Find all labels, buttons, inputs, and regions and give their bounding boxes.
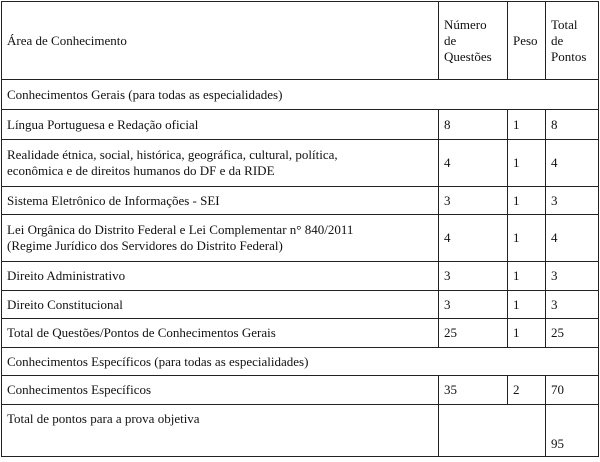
questoes-cell: 3 bbox=[439, 187, 508, 215]
section-title: Conhecimentos Específicos (para todas as especialidades) bbox=[2, 348, 599, 376]
pontos-cell: 25 bbox=[546, 319, 599, 348]
pontos-cell: 3 bbox=[546, 262, 599, 291]
area-cell: Direito Administrativo bbox=[2, 262, 439, 291]
area-cell: Total de Questões/Pontos de Conhecimentos Gerais bbox=[2, 319, 439, 348]
table-row bbox=[2, 262, 599, 291]
questoes-cell: 3 bbox=[439, 291, 508, 319]
table-row bbox=[2, 291, 599, 319]
peso-cell: 1 bbox=[508, 291, 546, 319]
table-row bbox=[2, 187, 599, 215]
header-pontos: Total de Pontos bbox=[546, 2, 599, 80]
table-row bbox=[2, 215, 599, 262]
subtotal-row bbox=[2, 319, 599, 348]
empty-cell bbox=[439, 405, 508, 457]
pontos-cell: 70 bbox=[546, 376, 599, 405]
total-label: Total de pontos para a prova objetiva bbox=[2, 405, 439, 457]
total-pontos: 95 bbox=[546, 405, 599, 457]
table-row bbox=[2, 376, 599, 405]
peso-cell: 1 bbox=[508, 215, 546, 262]
table-row bbox=[2, 140, 599, 187]
pontos-cell: 8 bbox=[546, 110, 599, 140]
peso-cell: 1 bbox=[508, 187, 546, 215]
area-cell: Conhecimentos Específicos bbox=[2, 376, 439, 405]
pontos-cell: 3 bbox=[546, 187, 599, 215]
header-questoes: Número de Questões bbox=[439, 2, 508, 80]
empty-cell bbox=[508, 405, 546, 457]
total-row bbox=[2, 405, 599, 457]
peso-cell: 1 bbox=[508, 319, 546, 348]
area-cell: Lei Orgânica do Distrito Federal e Lei Complementar n° 840/2011 (Regime Jurídico dos Servidores do Distrito Federal) bbox=[2, 215, 439, 262]
header-row bbox=[2, 2, 599, 80]
section-title: Conhecimentos Gerais (para todas as especialidades) bbox=[2, 80, 599, 110]
exam-table bbox=[1, 1, 599, 457]
questoes-cell: 3 bbox=[439, 262, 508, 291]
questoes-cell: 4 bbox=[439, 140, 508, 187]
peso-cell: 1 bbox=[508, 262, 546, 291]
area-cell: Realidade étnica, social, histórica, geográfica, cultural, política, econômica e de direitos humanos do DF e da RIDE bbox=[2, 140, 439, 187]
peso-cell: 2 bbox=[508, 376, 546, 405]
header-peso: Peso bbox=[508, 2, 546, 80]
peso-cell: 1 bbox=[508, 140, 546, 187]
pontos-cell: 3 bbox=[546, 291, 599, 319]
section-row-especificos bbox=[2, 348, 599, 376]
pontos-cell: 4 bbox=[546, 215, 599, 262]
questoes-cell: 8 bbox=[439, 110, 508, 140]
questoes-cell: 4 bbox=[439, 215, 508, 262]
area-cell: Sistema Eletrônico de Informações - SEI bbox=[2, 187, 439, 215]
area-cell: Direito Constitucional bbox=[2, 291, 439, 319]
peso-cell: 1 bbox=[508, 110, 546, 140]
questoes-cell: 25 bbox=[439, 319, 508, 348]
pontos-cell: 4 bbox=[546, 140, 599, 187]
table-row bbox=[2, 110, 599, 140]
area-cell: Língua Portuguesa e Redação oficial bbox=[2, 110, 439, 140]
section-row-gerais bbox=[2, 80, 599, 110]
questoes-cell: 35 bbox=[439, 376, 508, 405]
header-area: Área de Conhecimento bbox=[2, 2, 439, 80]
